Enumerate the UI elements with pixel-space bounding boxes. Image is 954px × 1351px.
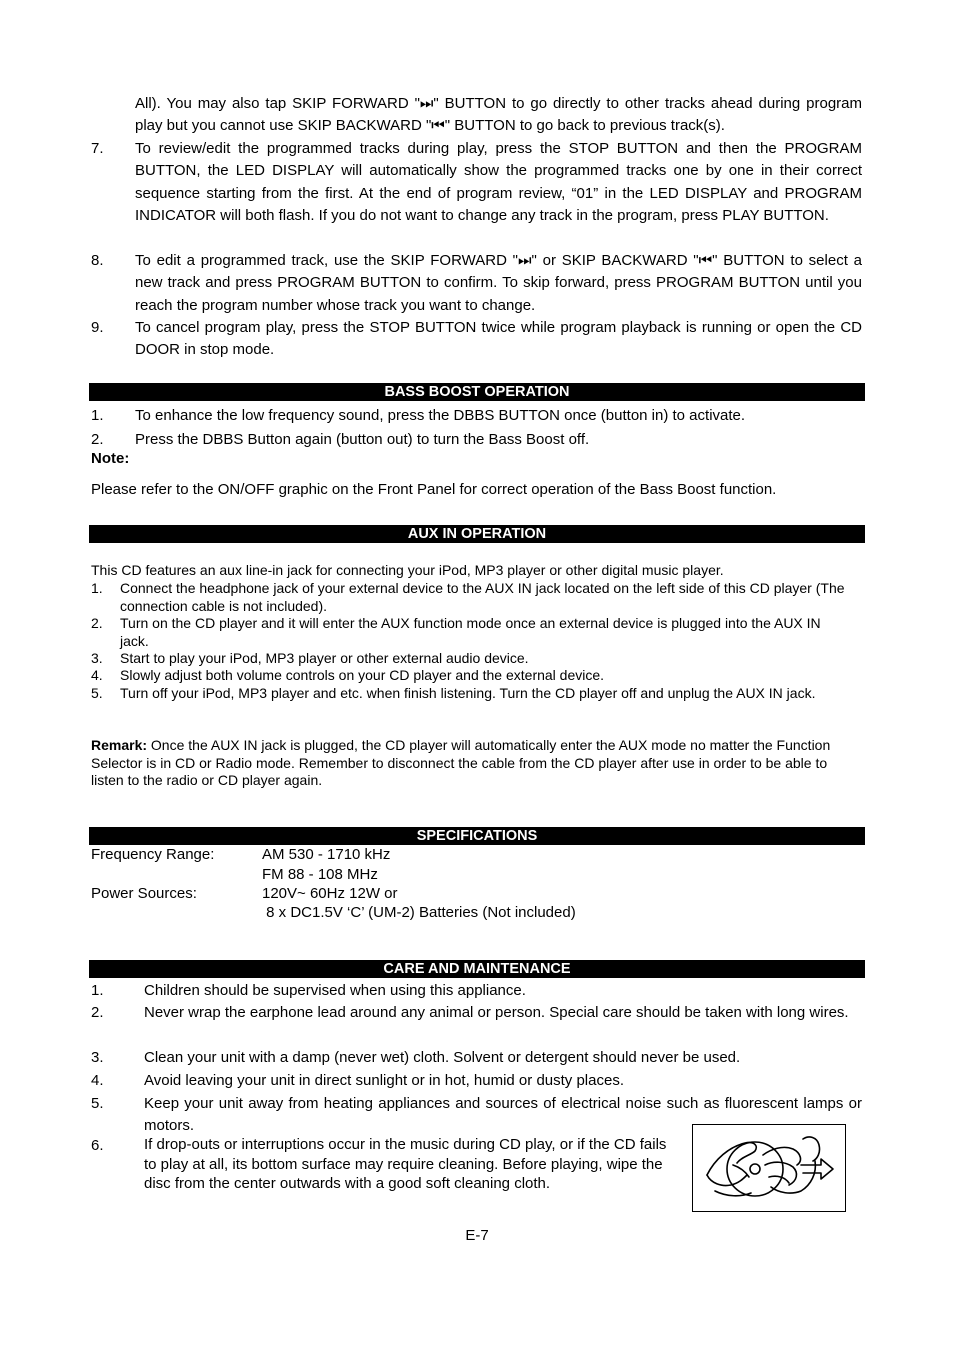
list-item: Never wrap the earphone lead around any animal or person. Special care should be taken with long wires. <box>144 1004 849 1021</box>
list-item: Turn on the CD player and it will enter the AUX function mode once an external device is plugged into the AUX IN jack. <box>120 615 821 649</box>
list-item: To edit a programmed track, use the SKIP FORWARD "⏭" or SKIP BACKWARD "⏮" BUTTON to select a new track and press PROGRAM BUTTON to confirm. To skip forward, press PROGRAM BUTTON until you reach the program number whose track you want to change. <box>135 252 862 314</box>
list-number: 2. <box>91 615 103 631</box>
list-item: Press the DBBS Button again (button out) to turn the Bass Boost off. <box>135 431 590 448</box>
remark-text: Once the AUX IN jack is plugged, the CD player will automatically enter the AUX mode no matter the Function Selector is in CD or Radio mode. Remember to disconnect the cable from the CD player after use in order to be able to listen to the radio or CD player again. <box>91 737 831 788</box>
program-item6-continued: All). You may also tap SKIP FORWARD "⏭" BUTTON to go directly to other tracks ahead during program play but you cannot use SKIP BACKWARD "⏮" BUTTON to go back to previous track(s). <box>135 95 862 135</box>
list-item: Start to play your iPod, MP3 player or other external audio device. <box>120 650 529 666</box>
list-number: 4. <box>91 667 103 683</box>
spec-freq-fm: FM 88 - 108 MHz <box>262 866 378 883</box>
list-number: 2. <box>91 431 104 448</box>
list-number: 5. <box>91 685 103 701</box>
remark <box>91 737 861 790</box>
list-number: 3. <box>91 650 103 666</box>
list-number: 2. <box>91 1004 104 1021</box>
note-label: Note: <box>91 450 130 467</box>
hand-wiping-disc-icon <box>693 1125 845 1211</box>
list-number: 8. <box>91 252 104 269</box>
spec-freq-am: AM 530 - 1710 kHz <box>262 846 391 863</box>
list-item: Children should be supervised when using this appliance. <box>144 982 526 999</box>
section-heading-care: CARE AND MAINTENANCE <box>89 960 865 978</box>
list-number: 4. <box>91 1072 104 1089</box>
list-number: 1. <box>91 982 104 999</box>
list-item: Turn off your iPod, MP3 player and etc. when finish listening. Turn the CD player off and unplug the AUX IN jack. <box>120 685 816 701</box>
list-item: To cancel program play, press the STOP BUTTON twice while program playback is running or open the CD DOOR in stop mode. <box>135 319 862 359</box>
remark-label: Remark: <box>91 737 148 753</box>
page-number: E-7 <box>465 1227 489 1244</box>
list-number: 6. <box>91 1137 104 1154</box>
list-number: 1. <box>91 407 104 424</box>
list-item: To enhance the low frequency sound, press the DBBS BUTTON once (button in) to activate. <box>135 407 746 424</box>
note-text: Please refer to the ON/OFF graphic on the Front Panel for correct operation of the Bass Boost function. <box>91 481 777 498</box>
spec-power-dc: 8 x DC1.5V ‘C’ (UM-2) Batteries (Not included) <box>262 904 576 921</box>
list-number: 9. <box>91 319 104 336</box>
spec-freq-label: Frequency Range: <box>91 846 215 863</box>
list-item: Clean your unit with a damp (never wet) cloth. Solvent or detergent should never be used. <box>144 1049 741 1066</box>
list-item: Slowly adjust both volume controls on your CD player and the external device. <box>120 667 605 683</box>
list-item: If drop-outs or interruptions occur in the music during CD play, or if the CD fails to play at all, its bottom surface may require cleaning. Before playing, wipe the disc from the center outwards with a good soft cleaning cloth. <box>144 1136 667 1192</box>
section-heading-specifications: SPECIFICATIONS <box>89 827 865 845</box>
list-item: Avoid leaving your unit in direct sunlight or in hot, humid or dusty places. <box>144 1072 624 1089</box>
section-heading-bass-boost: BASS BOOST OPERATION <box>89 383 865 401</box>
list-item: Keep your unit away from heating appliances and sources of electrical noise such as fluorescent lamps or motors. <box>144 1095 862 1135</box>
list-number: 5. <box>91 1095 104 1112</box>
section-heading-aux-in: AUX IN OPERATION <box>89 525 865 543</box>
list-number: 3. <box>91 1049 104 1066</box>
list-item: To review/edit the programmed tracks during play, press the STOP BUTTON and then the PROGRAM BUTTON, the LED DISPLAY will automatically show the programmed tracks one by one in their correct sequence starting from the first. At the end of program review, “01” in the LED DISPLAY and PROGRAM INDICATOR will both flash. If you do not want to change any track in the program, press PLAY BUTTON. <box>135 140 862 225</box>
aux-intro: This CD features an aux line-in jack for connecting your iPod, MP3 player or other digital music player. <box>91 562 724 578</box>
disc-cleaning-illustration <box>692 1124 846 1212</box>
spec-power-ac: 120V~ 60Hz 12W or <box>262 885 398 902</box>
list-number: 1. <box>91 580 103 596</box>
list-item: Connect the headphone jack of your external device to the AUX IN jack located on the left side of this CD player (The connection cable is not included). <box>120 580 845 614</box>
spec-power-label: Power Sources: <box>91 885 197 902</box>
list-number: 7. <box>91 140 104 157</box>
